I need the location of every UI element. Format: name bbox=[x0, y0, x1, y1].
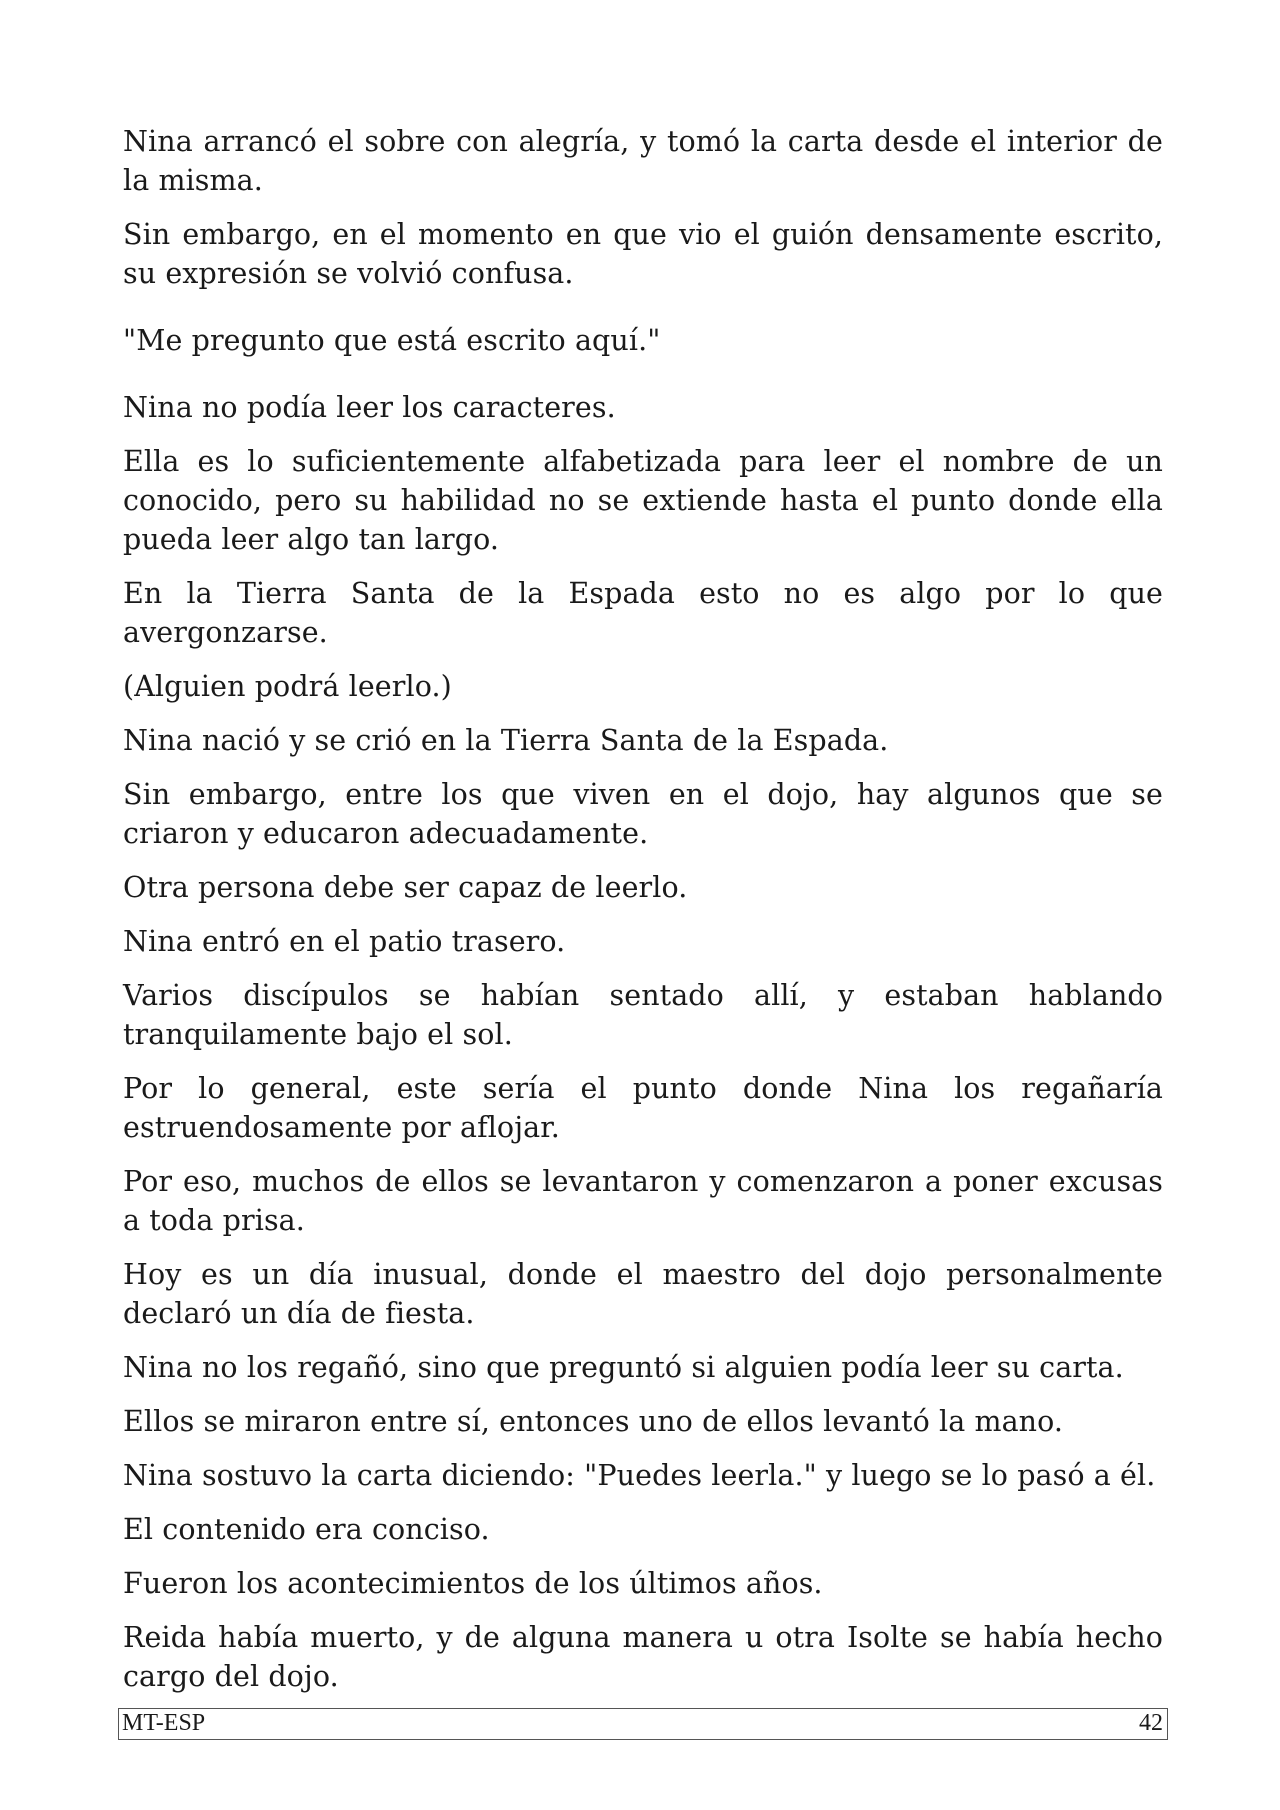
paragraph-2: Sin embargo, en el momento en que vio el guión densamente escrito, su expresión se volvió confusa. bbox=[123, 218, 1163, 290]
page-footer bbox=[118, 1708, 1168, 1740]
body-text bbox=[123, 122, 1163, 1711]
footer-label: MT-ESP bbox=[122, 1710, 206, 1736]
paragraph-17: Ellos se miraron entre sí, entonces uno de ellos levantó la mano. bbox=[123, 1405, 1064, 1438]
paragraph-10: Otra persona debe ser capaz de leerlo. bbox=[123, 871, 688, 904]
paragraph-21: Reida había muerto, y de alguna manera u otra Isolte se había hecho cargo del dojo. bbox=[123, 1621, 1163, 1693]
paragraph-7: (Alguien podrá leerlo.) bbox=[123, 670, 452, 703]
paragraph-11: Nina entró en el patio trasero. bbox=[123, 925, 566, 958]
paragraph-5: Ella es lo suficientemente alfabetizada para leer el nombre de un conocido, pero su habilidad no se extiende hasta el punto donde ella pueda leer algo tan largo. bbox=[123, 445, 1163, 556]
paragraph-8: Nina nació y se crió en la Tierra Santa de la Espada. bbox=[123, 724, 889, 757]
paragraph-4: Nina no podía leer los caracteres. bbox=[123, 391, 616, 424]
page-number: 42 bbox=[1139, 1710, 1163, 1736]
paragraph-18: Nina sostuvo la carta diciendo: "Puedes leerla." y luego se lo pasó a él. bbox=[123, 1459, 1156, 1492]
paragraph-6: En la Tierra Santa de la Espada esto no es algo por lo que avergonzarse. bbox=[123, 577, 1163, 649]
paragraph-15: Hoy es un día inusual, donde el maestro del dojo personalmente declaró un día de fiesta. bbox=[123, 1258, 1163, 1330]
paragraph-13: Por lo general, este sería el punto donde Nina los regañaría estruendosamente por aflojar. bbox=[123, 1072, 1163, 1144]
paragraph-14: Por eso, muchos de ellos se levantaron y comenzaron a poner excusas a toda prisa. bbox=[123, 1165, 1163, 1237]
paragraph-16: Nina no los regañó, sino que preguntó si alguien podía leer su carta. bbox=[123, 1351, 1124, 1384]
paragraph-20: Fueron los acontecimientos de los últimos años. bbox=[123, 1567, 823, 1600]
paragraph-1: Nina arrancó el sobre con alegría, y tomó la carta desde el interior de la misma. bbox=[123, 125, 1163, 197]
paragraph-9: Sin embargo, entre los que viven en el dojo, hay algunos que se criaron y educaron adecuadamente. bbox=[123, 778, 1163, 850]
paragraph-19: El contenido era conciso. bbox=[123, 1513, 490, 1546]
paragraph-12: Varios discípulos se habían sentado allí, y estaban hablando tranquilamente bajo el sol. bbox=[123, 979, 1163, 1051]
paragraph-3: "Me pregunto que está escrito aquí." bbox=[123, 324, 661, 357]
